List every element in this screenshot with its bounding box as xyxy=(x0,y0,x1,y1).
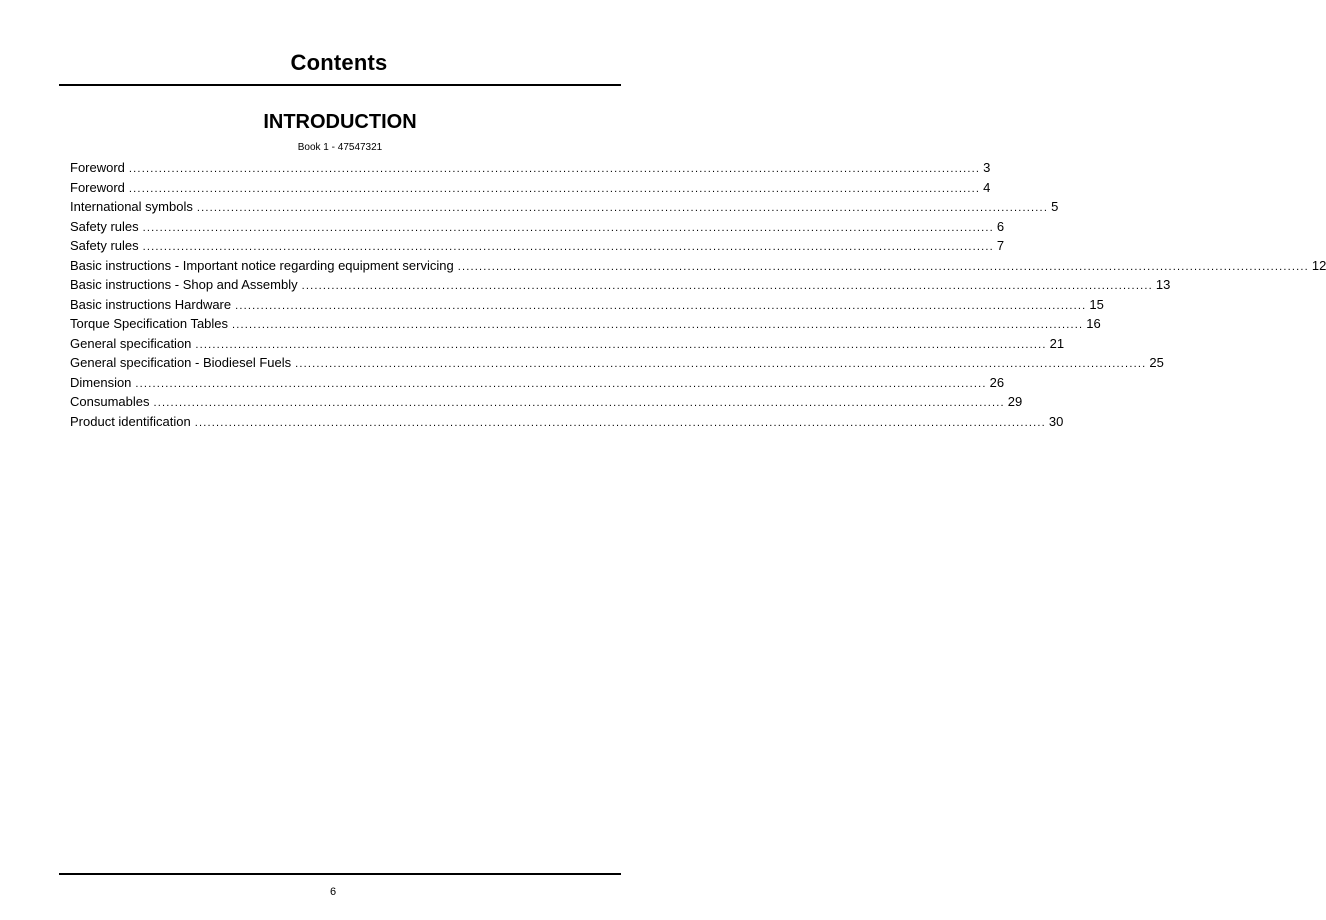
toc-entry-page: 6 xyxy=(996,218,1005,234)
toc-entry-label: Safety rules xyxy=(70,238,139,253)
toc-entry-page: 7 xyxy=(996,238,1005,253)
toc-entry-page: 15 xyxy=(1089,296,1104,312)
toc-leader: ........................................................................................................................................................................................................ xyxy=(301,280,1153,292)
toc-entry[interactable] xyxy=(70,373,1005,393)
toc-leader: ........................................................................................................................................................................................................ xyxy=(142,221,994,234)
toc-entry-label: Foreword xyxy=(70,179,125,195)
toc-entry[interactable] xyxy=(70,275,1171,295)
toc-entry[interactable] xyxy=(70,295,1104,315)
toc-entry-label: International symbols xyxy=(70,199,193,214)
toc-leader: ........................................................................................................................................................................................................ xyxy=(135,377,987,390)
toc-entry-label: Product identification xyxy=(70,413,191,429)
toc-entry-label: Foreword xyxy=(70,160,125,175)
toc-entry[interactable] xyxy=(70,158,991,178)
toc-entry-page: 16 xyxy=(1086,316,1101,331)
page-number: 6 xyxy=(329,886,337,898)
section-title: INTRODUCTION xyxy=(263,111,417,133)
toc-entry-label: General specification - Biodiesel Fuels xyxy=(70,355,292,370)
toc-entry-page: 13 xyxy=(1155,277,1171,292)
toc-entry-page: 4 xyxy=(983,179,991,195)
toc-leader: ........................................................................................................................................................................................................ xyxy=(194,416,1046,429)
toc-entry-label: General specification xyxy=(70,335,192,351)
book-reference: Book 1 - 47547321 xyxy=(297,142,383,153)
toc-entry-page: 26 xyxy=(989,374,1005,390)
table-of-contents xyxy=(70,158,1326,431)
toc-leader: ........................................................................................................................................................................................................ xyxy=(232,319,1084,331)
toc-entry[interactable] xyxy=(70,314,1101,334)
toc-entry-page: 3 xyxy=(983,160,991,175)
top-rule xyxy=(59,84,621,86)
toc-entry-label: Basic instructions Hardware xyxy=(70,296,232,312)
toc-entry-label: Basic instructions - Shop and Assembly xyxy=(70,277,298,292)
toc-entry-label: Basic instructions - Important notice regarding equipment servicing xyxy=(70,257,454,273)
toc-entry-page: 21 xyxy=(1049,335,1065,351)
toc-entry[interactable] xyxy=(70,197,1059,217)
toc-entry-page: 5 xyxy=(1051,199,1059,214)
toc-entry-page: 12 xyxy=(1311,257,1326,273)
toc-leader: ........................................................................................................................................................................................................ xyxy=(128,182,981,195)
toc-entry-page: 29 xyxy=(1007,394,1023,409)
toc-entry-label: Consumables xyxy=(70,394,150,409)
toc-entry[interactable] xyxy=(70,334,1065,354)
page-title: Contents xyxy=(290,50,388,75)
toc-leader: ........................................................................................................................................................................................................ xyxy=(196,202,1049,214)
toc-leader: ........................................................................................................................................................................................................ xyxy=(142,241,994,253)
bottom-rule xyxy=(59,873,621,875)
toc-entry-label: Torque Specification Tables xyxy=(70,316,229,331)
toc-entry[interactable] xyxy=(70,256,1326,276)
toc-entry-page: 30 xyxy=(1048,413,1064,429)
toc-entry[interactable] xyxy=(70,412,1064,432)
toc-entry[interactable] xyxy=(70,353,1164,373)
toc-leader: ........................................................................................................................................................................................................ xyxy=(235,299,1087,312)
toc-leader: ........................................................................................................................................................................................................ xyxy=(195,338,1047,351)
toc-leader: ........................................................................................................................................................................................................ xyxy=(457,260,1309,273)
toc-leader: ........................................................................................................................................................................................................ xyxy=(153,397,1005,409)
toc-entry[interactable] xyxy=(70,217,1005,237)
toc-entry-label: Safety rules xyxy=(70,218,139,234)
toc-entry[interactable] xyxy=(70,392,1023,412)
toc-leader: ........................................................................................................................................................................................................ xyxy=(295,358,1147,370)
toc-entry[interactable] xyxy=(70,236,1005,256)
toc-entry-label: Dimension xyxy=(70,374,132,390)
toc-entry-page: 25 xyxy=(1149,355,1164,370)
toc-leader: ........................................................................................................................................................................................................ xyxy=(128,163,981,175)
toc-entry[interactable] xyxy=(70,178,991,198)
